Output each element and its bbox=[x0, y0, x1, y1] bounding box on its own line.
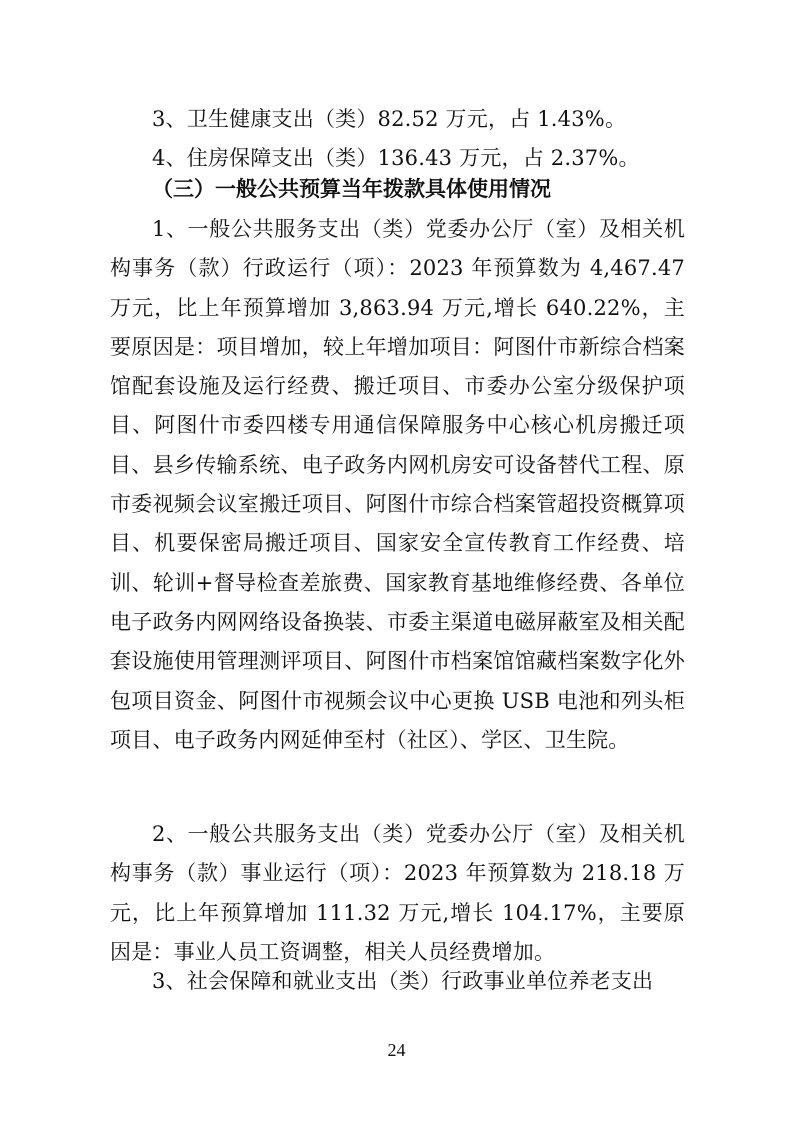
item-health-expenditure: 3、卫生健康支出（类）82.52 万元，占 1.43%。 bbox=[152, 107, 627, 131]
page-number: 24 bbox=[387, 1040, 406, 1060]
item-housing-expenditure: 4、住房保障支出（类）136.43 万元，占 2.37%。 bbox=[152, 146, 640, 170]
section-heading: （三）一般公共预算当年拨款具体使用情况 bbox=[152, 177, 551, 201]
paragraph-general-public-services-admin: 1、一般公共服务支出（类）党委办公厅（室）及相关机构事务（款）行政运行（项）：2023 年预算数为 4,467.47 万元，比上年预算增加 3,863.94 万元,增长 640.22%，主要原因是：项目增加，较上年增加项目：阿图什市新综合档案馆配套设施及运行经费、搬迁项目、市委办公室分级保护项目、阿图什市委四楼专用通信保障服务中心核心机房搬迁项目、县乡传输系统、电子政务内网机房安可设备替代工程、原市委视频会议室搬迁项目、阿图什市综合档案管超投资概算项目、机要保密局搬迁项目、国家安全宣传教育工作经费、培训、轮训+督导检查差旅费、国家教育基地维修经费、各单位电子政务内网网络设备换装、市委主渠道电磁屏蔽室及相关配套设施使用管理测评项目、阿图什市档案馆馆藏档案数字化外包项目资金、阿图什市视频会议中心更换 USB 电池和列头柜项目、电子政务内网延伸至村（社区）、学区、卫生院。 bbox=[110, 217, 685, 752]
paragraph-general-public-services-institution: 2、一般公共服务支出（类）党委办公厅（室）及相关机构事务（款）事业运行（项）：2023 年预算数为 218.18 万元，比上年预算增加 111.32 万元,增长 104.17%，主要原因是：事业人员工资调整，相关人员经费增加。 bbox=[110, 822, 685, 964]
paragraph-social-security: 3、社会保障和就业支出（类）行政事业单位养老支出 bbox=[152, 969, 654, 993]
